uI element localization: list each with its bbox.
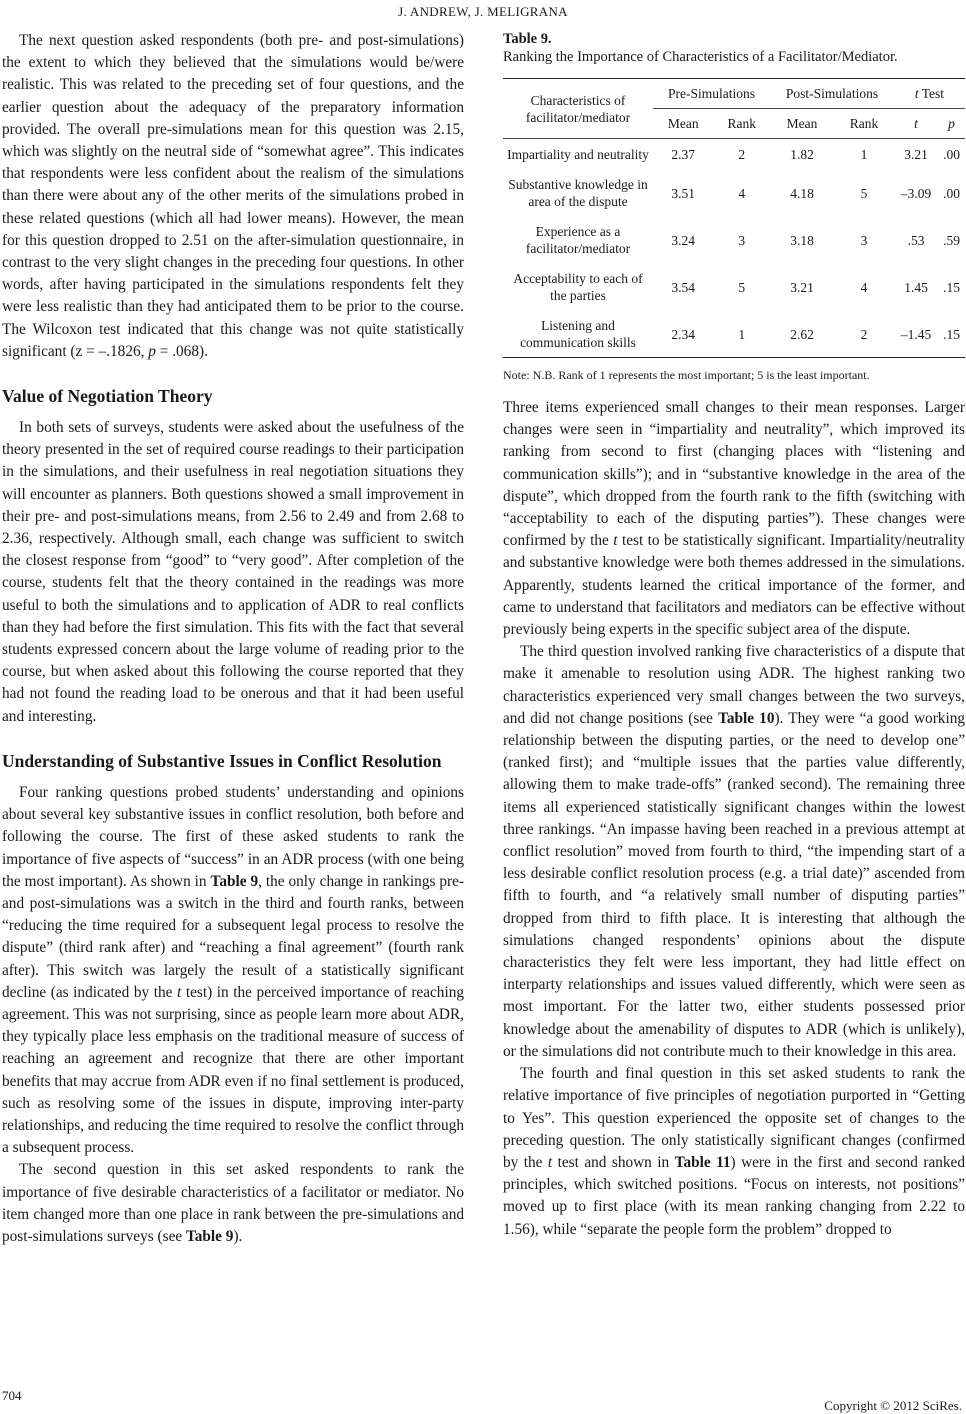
paragraph-text: , the only change in rankings pre- and post-simulations was a switch in the third and fourth ranks, between “reducing the time required for a subsequent legal process to resolve the dispute” (third rank after) and “reaching a final agreement” (fourth rank after). This switch was largely the result of a statistically significant decline (as indicated by the [2, 872, 465, 1001]
cell-post-rank: 2 [834, 310, 894, 358]
table-row [503, 169, 965, 216]
section-heading-substantive-issues: Understanding of Substantive Issues in Conflict Resolution [2, 750, 442, 771]
table-note: Note: N.B. Rank of 1 represents the most important; 5 is the least important. [503, 368, 870, 382]
column-header-rank: Rank [834, 109, 894, 139]
column-header-mean: Mean [770, 109, 834, 139]
italic-t: t [613, 532, 618, 550]
table-9 [503, 78, 965, 358]
cell-post-mean: 2.62 [770, 310, 834, 358]
paragraph-ranking-questions [2, 782, 464, 1159]
table-title: Table 9. [503, 31, 552, 47]
cell-characteristic: Listening and communication skills [503, 310, 653, 358]
paragraph-text: test) in the perceived importance of reaching agreement. This was not surprising, since as people learn more about ADR, they typically place less emphasis on the traditional measure of success of reaching an agreement and recognize that there are other important benefits that may accrue from ADR even if no final settlement is produced, such as resolving some of the issues in dispute, improving inter-party relationships, and reducing the time required to resolve the conflict through a subsequent process. [2, 983, 464, 1157]
paragraph-text: ). They were “a good working relationship between the disputing parties, or the need to develop one” (ranked first); and “multiple issues that the parties value differently, allowing them to make trade-offs” (ranked second). The remaining three items all experienced statistically significant changes within the lowest three rankings. “An impasse having been reached in a previous attempt at conflict resolution” moved from fourth to third, “the impending start of a less desirable conflict resolution process (e.g. a trial date)” ascended from fifth to fourth, and “a relatively small number of disputing parties” dropped from third to fifth place. It is interesting that although the simulations changed respondents’ opinions about the dispute characteristics they felt were less important, they had little effect on interparty relationships and issues valued differently, which were seen as most important. For the latter two, either students possessed prior knowledge about the amenability of disputes to ADR (which is unlikely), or the simulations did not contribute much to their knowledge in this area. [503, 709, 965, 1060]
cell-pre-rank: 3 [738, 232, 746, 248]
paragraph-realism [2, 30, 464, 363]
column-header-p [938, 109, 965, 139]
paragraph-text: test to be statistically significant. Impartiality/neutrality and substantive knowledge were both themes addressed in the simulations. Apparently, students learned the critical importance of the former, and came to understand that facilitators and mediators can be effective without previously being experts in the specific subject area of the dispute. [503, 532, 965, 639]
cell-post-mean: 4.18 [790, 185, 814, 201]
paragraph-text: = .068). [155, 342, 208, 360]
paragraph-text: Four ranking questions probed students’ understanding and opinions about several key substantive issues in conflict resolution, both before and following the course. The first of these asked students to rank the importance of five aspects of “success” in an ADR process (with one being the most important). As shown in [2, 783, 464, 890]
table-row [503, 310, 965, 358]
page-number: 704 [2, 1388, 22, 1403]
italic-p: p [948, 116, 955, 131]
cell-t: .53 [907, 232, 925, 248]
cell-post-rank: 3 [860, 232, 868, 248]
cell-pre-rank: 5 [738, 279, 746, 295]
cell-pre-mean: 2.34 [653, 310, 713, 358]
cell-post-rank: 1 [860, 147, 868, 162]
copyright-notice: Copyright © 2012 SciRes. [824, 1398, 962, 1413]
paragraph-text: The third question involved ranking five characteristics of a dispute that make it amenable to resolution using ADR. The highest ranking two characteristics experienced very small changes between the two surveys, and did not change positions (see [503, 643, 965, 727]
cell-post-mean: 3.21 [790, 279, 814, 295]
table-reference: Table 10 [718, 709, 775, 727]
column-group-ttest-label: Test [918, 86, 945, 101]
italic-t: t [914, 86, 919, 101]
cell-characteristic: Acceptability to each of the parties [513, 271, 643, 303]
column-header-characteristics: Characteristics of facilitator/mediator [503, 79, 653, 139]
column-group-pre: Pre-Simulations [653, 79, 770, 109]
paragraph-text: The fourth and final question in this set asked students to rank the relative importance of five principles of negotiation purported in “Getting to Yes”. This question experienced the opposite set of changes to the preceding question. The only statistically significant changes (confirmed by the [503, 1065, 965, 1171]
paragraph-theory: In both sets of surveys, students were asked about the usefulness of the theory presented in the set of required course readings to their participation in the simulations, and their usefulness in real negotiation situations they will encounter as planners. Both questions showed a small improvement in their pre- and post-simulations means, from 2.56 to 2.49 and from 2.68 to 2.36, respectively. Although small, each change was sufficient to switch the closest response from “good” to “very good”. After completion of the course, students felt that the theory contained in the readings was more useful to both the simulations and to application of ADR to real conflicts than they had before the first simulation. This fits with the fact that several students expressed concern about the large volume of reading prior to the course, but when asked about this following the course reported that they had not found the reading load to be onerous and that it had been useful and interesting. [2, 419, 464, 725]
column-group-post: Post-Simulations [770, 79, 894, 109]
paragraph-changes [503, 397, 965, 641]
paragraph-dispute-characteristics [503, 641, 965, 1063]
cell-p: .00 [943, 185, 960, 201]
running-head: J. ANDREW, J. MELIGRANA [398, 4, 568, 19]
cell-p: .59 [943, 232, 960, 248]
paragraph-text: The second question in this set asked respondents to rank the importance of five desirable characteristics of a facilitator or mediator. No item changed more than one place in rank between the pre-simulations and post-simulations surveys (see [2, 1161, 464, 1245]
table-row [503, 216, 965, 263]
paragraph-facilitator [2, 1159, 464, 1248]
table-reference: Table 9 [210, 872, 259, 890]
right-column [503, 30, 965, 1241]
table-caption: Ranking the Importance of Characteristics of a Facilitator/Mediator. [503, 49, 898, 65]
column-header-t [894, 109, 938, 139]
paragraph-text: The next question asked respondents (both pre- and post-simulations) the extent to which they believed that the simulations would be/were realistic. This was related to the preceding set of four questions, and the earlier question about the adequacy of the preparatory information provided. The overall pre-simulations mean for this question was 2.15, which was slightly on the neutral side of “somewhat agree”. This indicates that respondents were less confident about the realism of the simulations than there were about any of the other merits of the simulations probed in these related questions (which all had lower means). However, the mean for this question dropped to 2.51 on the after-simulation questionnaire, in contrast to the very slight changes in the preceding four questions. In other words, after having participated in the simulations respondents felt they were less realistic than they had anticipated them to be prior to the course. The Wilcoxon test indicated that this change was not quite statistically significant (z = –.1826, [2, 32, 464, 360]
table-row [503, 263, 965, 310]
cell-characteristic: Substantive knowledge in area of the dispute [508, 177, 648, 209]
left-column [2, 30, 464, 1248]
cell-pre-mean: 3.24 [671, 232, 696, 248]
cell-characteristic: Impartiality and neutrality [507, 147, 649, 162]
cell-post-rank: 4 [860, 279, 868, 295]
cell-t: –1.45 [894, 310, 938, 358]
cell-pre-rank: 2 [738, 147, 746, 162]
italic-t: t [547, 1153, 553, 1171]
cell-t: –3.09 [900, 185, 932, 201]
cell-pre-rank: 1 [713, 310, 770, 358]
italic-t: t [177, 983, 182, 1001]
column-group-ttest [894, 79, 965, 109]
cell-pre-mean: 2.37 [671, 147, 696, 162]
cell-t: 1.45 [904, 279, 928, 295]
paragraph-text: Three items experienced small changes to their mean responses. Larger changes were seen in “impartiality and neutrality”, which improved its ranking from second to first (changing places with “listening and communication skills”); and in “substantive knowledge in the area of the dispute”, which dropped from the fourth rank to the fifth (switching with “acceptability to each of the disputing parties”). These changes were confirmed by the [503, 399, 965, 550]
column-header-mean: Mean [653, 109, 713, 139]
table-reference: Table 9 [185, 1227, 234, 1245]
cell-pre-mean: 3.54 [671, 279, 696, 295]
cell-p: .15 [943, 279, 960, 295]
cell-post-mean: 1.82 [790, 147, 814, 162]
cell-post-rank: 5 [860, 185, 868, 201]
table-row [503, 139, 965, 170]
paragraph-text: test and shown in [552, 1153, 675, 1171]
section-heading-negotiation-theory: Value of Negotiation Theory [2, 386, 213, 407]
column-header-rank: Rank [713, 109, 770, 139]
cell-pre-mean: 3.51 [671, 185, 696, 201]
table-reference: Table 11 [674, 1153, 731, 1171]
cell-t: 3.21 [904, 147, 928, 162]
italic-p: p [148, 342, 156, 360]
paragraph-text: ) were in the first and second ranked principles, which switched positions. “Focus on interests, not positions” moved up to first place (with its mean ranking changing from 2.22 to 1.56), while “separate the people form the problem” dropped to [503, 1153, 965, 1238]
cell-pre-rank: 4 [738, 185, 746, 201]
cell-characteristic: Experience as a facilitator/mediator [525, 224, 631, 256]
paragraph-getting-to-yes [503, 1063, 965, 1241]
paragraph-text: ). [233, 1227, 243, 1245]
cell-p: .00 [943, 147, 960, 162]
cell-p: .15 [938, 310, 965, 358]
cell-post-mean: 3.18 [790, 232, 814, 248]
italic-t: t [914, 116, 918, 131]
